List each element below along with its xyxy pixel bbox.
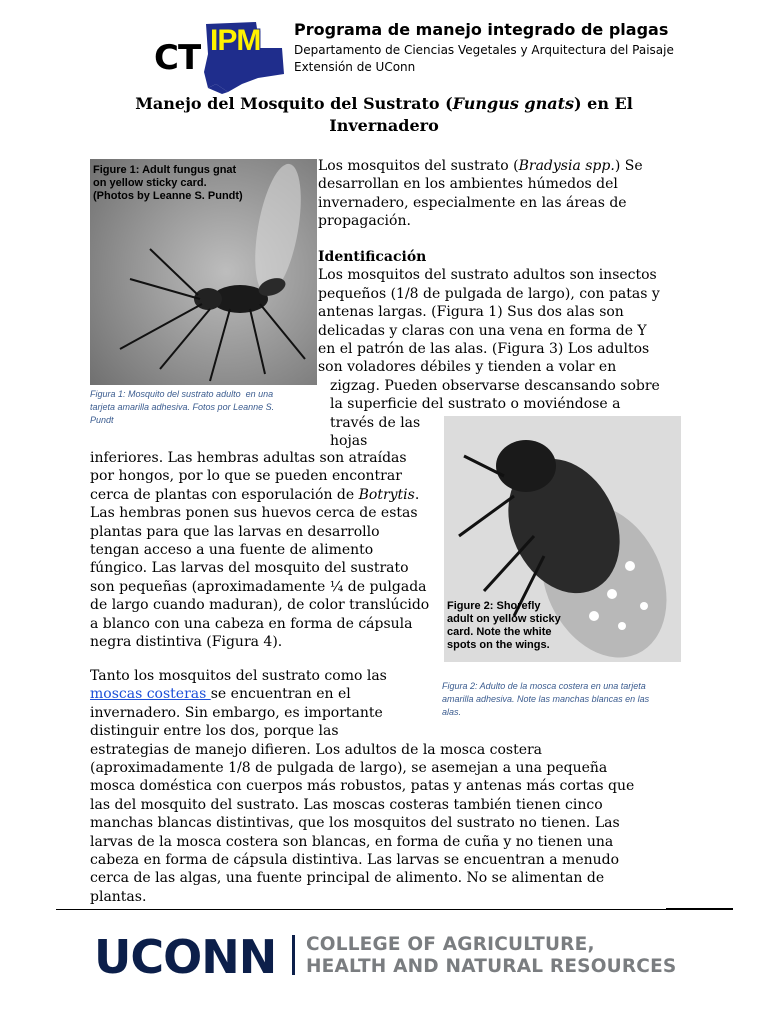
document-title: Manejo del Mosquito del Sustrato (Fungus gnats) en El Invernadero bbox=[135, 94, 633, 135]
moscas-costeras-link[interactable]: moscas costeras bbox=[90, 686, 211, 703]
body-line: a blanco con una cabeza en forma de cápsula bbox=[90, 615, 413, 632]
body-line: antenas largas. (Figura 1) Sus dos alas son bbox=[318, 304, 624, 321]
body-line: Las hembras ponen sus huevos cerca de estas bbox=[90, 505, 418, 522]
body-line: inferiores. Las hembras adultas son atraídas bbox=[90, 450, 407, 466]
ct-ipm-logo bbox=[150, 16, 290, 92]
figure2-caption: Figura 2: Adulto de la mosca costera en una tarjeta amarilla adhesiva. Note las manchas blancas en las alas. bbox=[442, 681, 650, 717]
extension-name: Extensión de UConn bbox=[294, 60, 416, 74]
college-name: COLLEGE OF AGRICULTURE, HEALTH AND NATURAL RESOURCES bbox=[306, 934, 677, 977]
body-line: distinguir entre los dos, porque las bbox=[90, 723, 339, 740]
body-line: plantas. bbox=[90, 888, 147, 905]
intro-line: propagación. bbox=[318, 213, 411, 230]
body-line: tengan acceso a una fuente de alimento bbox=[90, 542, 374, 558]
logo-ipm-text: IPM bbox=[210, 24, 261, 57]
body-line: por hongos, por lo que se pueden encontrar bbox=[90, 468, 402, 485]
uconn-logo: UCONN bbox=[94, 930, 277, 984]
body-line: zigzag. Pueden observarse descansando sobre bbox=[330, 377, 660, 394]
body-line: cabeza en forma de cápsula distintiva. Las larvas se encuentran a menudo bbox=[90, 852, 620, 868]
body-line: invernadero. Sin embargo, es importante bbox=[90, 704, 383, 721]
body-line: fúngico. Las larvas del mosquito del sustrato bbox=[90, 560, 409, 577]
body-line: manchas blancas distintivas, que los mosquitos del sustrato no tienen. Las bbox=[90, 815, 620, 832]
body-line: de largo cuando maduran), de color translúcido bbox=[90, 597, 430, 614]
body-line: negra distintiva (Figura 4). bbox=[90, 634, 283, 650]
body-line: cerca de plantas con esporulación de Botrytis. bbox=[90, 486, 420, 503]
department-name: Departamento de Ciencias Vegetales y Arquitectura del Paisaje bbox=[294, 43, 674, 57]
figure2-photo-label: Figure 2: Shorefly adult on yellow sticky card. Note the white spots on the wings. bbox=[447, 600, 561, 651]
body-line: la superficie del sustrato o moviéndose a bbox=[330, 396, 621, 413]
logo-ct-text: CT bbox=[154, 38, 201, 78]
intro-line: desarrollan en los ambientes húmedos del bbox=[318, 176, 618, 193]
footer-divider bbox=[56, 909, 666, 910]
logo-divider bbox=[292, 935, 295, 975]
body-line: en el patrón de las alas. (Figura 3) Los adultos bbox=[318, 341, 650, 357]
body-line: mosca doméstica con cuerpos más robustos, patas y antenas más cortas que bbox=[90, 778, 635, 795]
footer-divider-accent bbox=[666, 908, 733, 910]
figure1-caption: Figura 1: Mosquito del sustrato adulto en una tarjeta amarilla adhesiva. Fotos por Leanne S. Pundt bbox=[90, 389, 275, 425]
body-line: (aproximadamente 1/8 de pulgada de largo), se asemejan a una pequeña bbox=[90, 760, 608, 776]
body-line: las del mosquito del sustrato. Las moscas costeras también tienen cinco bbox=[90, 796, 603, 813]
program-title: Programa de manejo integrado de plagas bbox=[294, 20, 669, 39]
intro-line: Los mosquitos del sustrato (Bradysia spp.) Se bbox=[318, 158, 643, 174]
body-line: delicadas y claras con una vena en forma de Y bbox=[318, 322, 647, 339]
body-line: son voladores débiles y tienden a volar en bbox=[318, 359, 617, 376]
body-line: pequeños (1/8 de pulgada de largo), con patas y bbox=[318, 285, 660, 302]
identification-heading: Identificación bbox=[318, 249, 427, 265]
figure1-photo-label: Figure 1: Adult fungus gnat on yellow sticky card. (Photos by Leanne S. Pundt) bbox=[93, 164, 243, 202]
body-line: través de las bbox=[330, 414, 421, 431]
shorefly-photo bbox=[444, 416, 681, 662]
body-line: hojas bbox=[330, 433, 368, 449]
body-line: estrategias de manejo difieren. Los adultos de la mosca costera bbox=[90, 741, 543, 758]
body-line: cerca de las algas, una fuente principal de alimento. No se alimentan de bbox=[90, 870, 605, 887]
body-line: plantas para que las larvas en desarrollo bbox=[90, 523, 380, 540]
body-line: moscas costeras se encuentran en el bbox=[90, 686, 351, 703]
body-line: son pequeñas (aproximadamente ¼ de pulgada bbox=[90, 578, 427, 595]
body-line: larvas de la mosca costera son blancas, en forma de cuña y no tienen una bbox=[90, 833, 614, 850]
intro-line: invernadero, especialmente en las áreas de bbox=[318, 194, 627, 211]
fungus-gnat-photo bbox=[90, 159, 317, 385]
program-header bbox=[294, 18, 734, 76]
body-line: Tanto los mosquitos del sustrato como las bbox=[90, 668, 387, 684]
body-line: Los mosquitos del sustrato adultos son insectos bbox=[318, 267, 657, 284]
